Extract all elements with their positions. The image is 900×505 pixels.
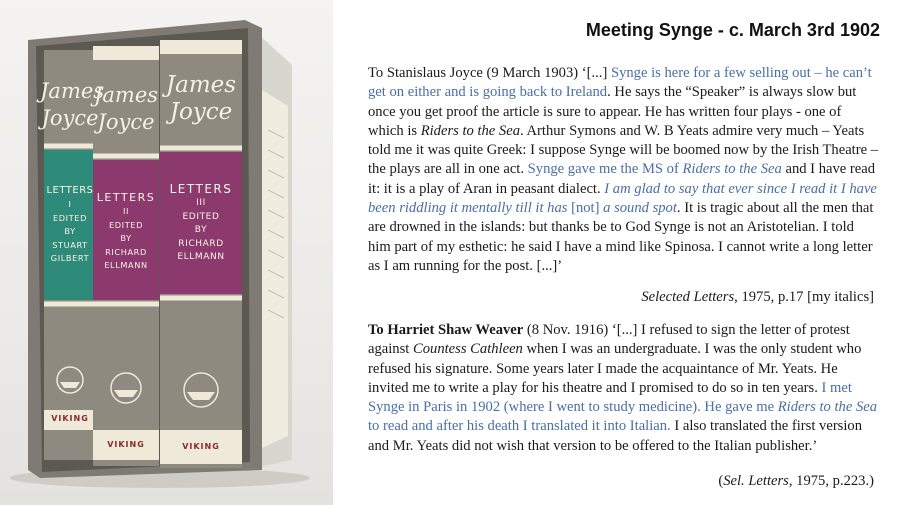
by-label: BY (194, 225, 208, 235)
highlighted-quote: I met Synge in Paris in 1902 (where I went to study medicine). He gave me (368, 379, 852, 416)
book-1-author (40, 78, 105, 132)
letters-label: LETTERS (46, 185, 94, 196)
letter-text: . Arthur Symons and W. B Yeats admire very much – Yeats told me it was quite Greek: I suppose Synge will be boomed now by the Irish Theatre – the plays are all in one act. (368, 122, 879, 178)
play-title: Riders to the Sea (777, 399, 878, 416)
highlighted-quote: to read and after his death I translated it into Italian. (368, 418, 671, 435)
play-title: Riders to the Sea (682, 161, 782, 178)
editor-last-name: ELLMANN (177, 252, 225, 262)
author-last-name: Joyce (97, 110, 155, 134)
edited-label: EDITED (53, 212, 87, 223)
volume-number: III (196, 198, 206, 208)
citation-paren: ( (718, 473, 724, 489)
citation-details: , 1975, p.223.) (788, 473, 874, 489)
letter-text: I also translated the first version and Mr. Yeats did not wish that version to be offered to the Italian publisher.’ (368, 418, 863, 454)
highlighted-quote: Synge is here for a few selling out – he can’t get on either and is going back to Ireland (368, 65, 872, 101)
publisher-label: VIKING (51, 414, 89, 423)
highlighted-quote: Synge gave me the MS of (527, 161, 683, 178)
boxed-set-photo (0, 0, 333, 505)
author-last-name: Joyce (41, 106, 99, 130)
citation-selected-letters (641, 288, 874, 307)
letters-label: LETTERS (96, 191, 156, 204)
edited-label: EDITED (109, 219, 143, 230)
volume-number: II (122, 206, 130, 216)
author-first-name: James (40, 79, 105, 103)
author-first-name: James (165, 72, 237, 98)
letter-text: (8 Nov. 1916) ‘[...] I refused to sign the letter of protest against (368, 322, 850, 358)
italic-highlight: I am glad to say that ever since I read it I have been riddling it mentally till it has (368, 180, 877, 217)
by-label: BY (120, 233, 132, 243)
bracketed-insert: [not] (571, 200, 600, 217)
letter-text: . It is tragic about all the men that are drowned in the islands: but thanks be to God Synge is not an Aristotelian. I told him part of my esthetic: he said I have a mind like Spinosa. I cannot write a long letter as I am running for the post. [...]’ (368, 200, 874, 274)
publisher-label: VIKING (182, 442, 220, 451)
book-3-author (160, 72, 242, 126)
editor-last-name: ELLMANN (104, 260, 148, 270)
author-first-name: James (93, 83, 159, 107)
editor-first-name: RICHARD (105, 246, 147, 257)
play-title: Countess Cathleen (413, 341, 523, 358)
book-1-label (44, 183, 96, 266)
author-last-name: Joyce (169, 99, 233, 125)
letter-to-stanislaus (368, 64, 878, 276)
book-2-label (93, 190, 159, 273)
letter-lead: To Stanislaus Joyce (9 March 1903) ‘[...] (368, 65, 611, 81)
citation-details: , 1975, p.17 [my italics] (734, 289, 874, 305)
edited-label: EDITED (182, 211, 220, 222)
recipient-name: To Harriet Shaw Weaver (368, 322, 524, 338)
volume-number: I (68, 199, 72, 209)
page-title: Meeting Synge - c. March 3rd 1902 (585, 20, 880, 40)
citation-sel-letters (718, 472, 874, 491)
letter-text: and I have read it: it is a play of Aran in peasant dialect. (368, 161, 875, 197)
letter-to-weaver (368, 321, 878, 456)
italic-highlight: a sound spot (599, 200, 677, 217)
editor-first-name: RICHARD (178, 238, 224, 249)
letter-text: . He says the “Speaker” is always slow but once you get proof the article is sure to appear. He has written four plays - one of which is (368, 84, 857, 139)
editor-last-name: GILBERT (50, 253, 90, 263)
publisher-label: VIKING (107, 440, 145, 449)
by-label: BY (64, 226, 76, 236)
citation-title: Sel. Letters (723, 473, 789, 489)
book-3-label (160, 182, 242, 265)
letter-text: when I was an undergraduate. I was the only student who refused his signature. Some years later I made the acquaintance of Mr. Yeats. He invited me to write a play for his theatre and I promised to do so in ten years. (368, 341, 862, 396)
book-2-author (93, 82, 159, 136)
editor-first-name: STUART (52, 239, 88, 250)
letters-label: LETTERS (169, 182, 233, 196)
play-title: Riders to the Sea (420, 122, 521, 139)
citation-title: Selected Letters (641, 289, 735, 305)
slipcase-cream-panel (262, 90, 288, 448)
